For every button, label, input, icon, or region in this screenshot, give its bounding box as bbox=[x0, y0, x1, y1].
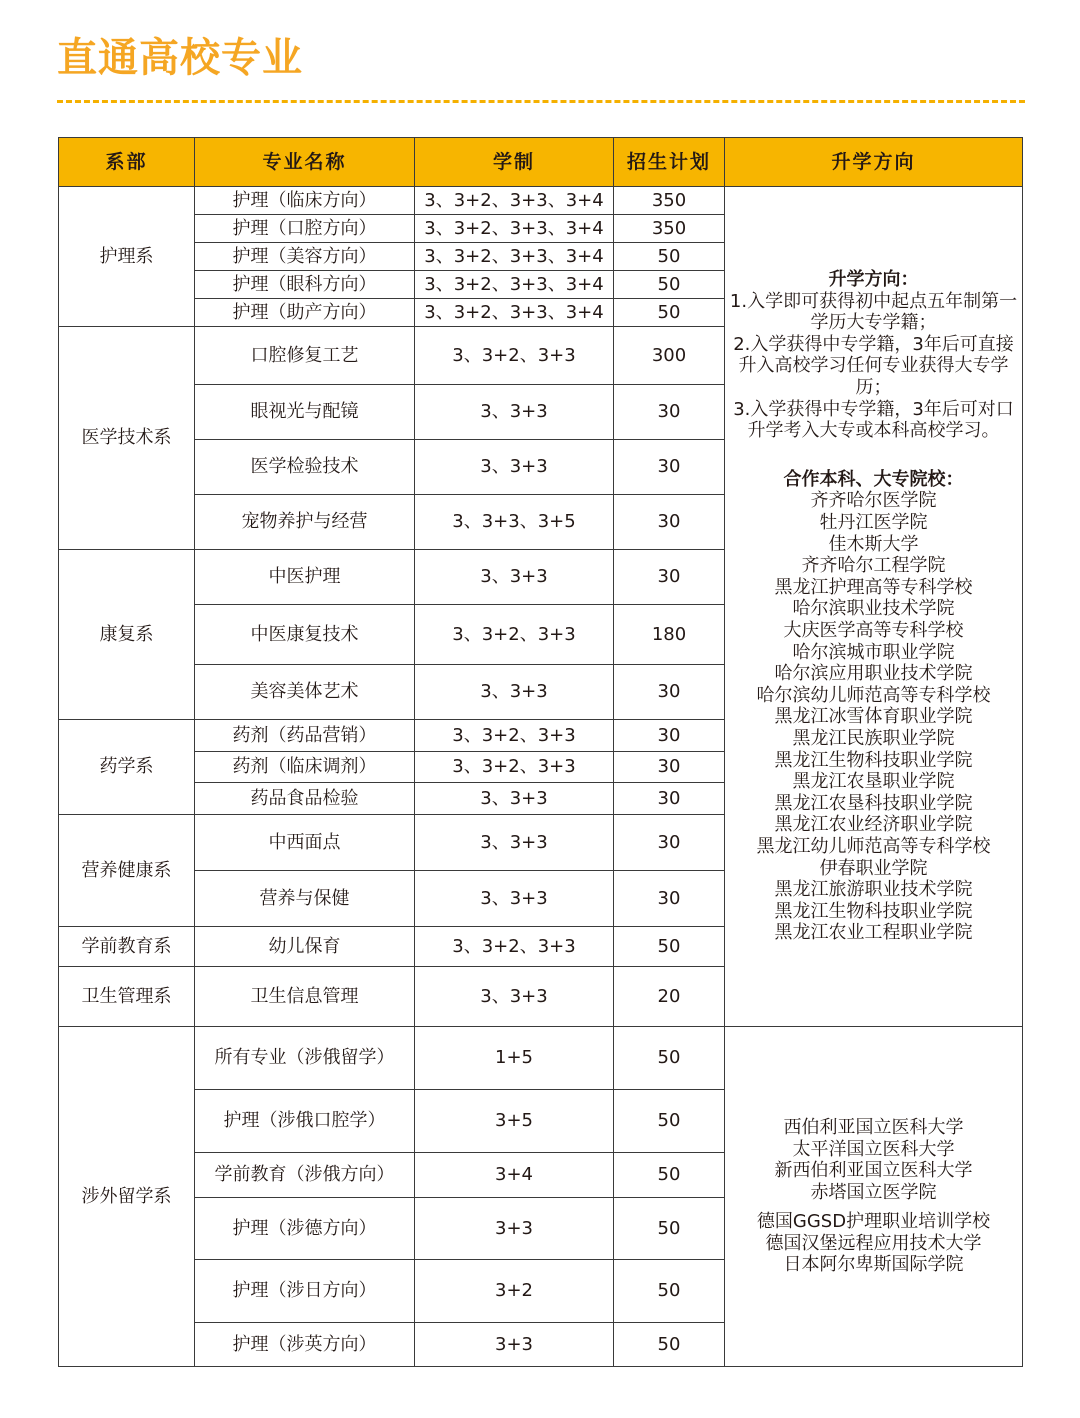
header-direction: 升学方向 bbox=[725, 138, 1023, 187]
abroad-school: 德国汉堡远程应用技术大学 bbox=[765, 1232, 982, 1254]
partner-school: 牡丹江医学院 bbox=[819, 512, 928, 534]
major-cell: 中西面点 bbox=[195, 815, 415, 871]
partner-school: 哈尔滨应用职业技术学院 bbox=[774, 663, 973, 685]
direction-line: 学历大专学籍； bbox=[810, 312, 937, 334]
abroad-school: 太平洋国立医科大学 bbox=[792, 1138, 955, 1160]
partner-school: 黑龙江农业工程职业学院 bbox=[774, 922, 973, 944]
partner-school: 齐齐哈尔工程学院 bbox=[801, 555, 946, 577]
partner-school: 黑龙江生物科技职业学院 bbox=[774, 749, 973, 771]
table-row bbox=[59, 1027, 1023, 1090]
major-cell: 护理（口腔方向） bbox=[195, 215, 415, 243]
system-cell: 3、3+2、3+3 bbox=[415, 605, 614, 665]
header-department: 系部 bbox=[59, 138, 195, 187]
direction-line: 升入高校学习任何专业获得大专学 bbox=[738, 355, 1009, 377]
major-cell: 护理（涉德方向） bbox=[195, 1198, 415, 1260]
major-cell: 幼儿保育 bbox=[195, 927, 415, 967]
major-cell: 医学检验技术 bbox=[195, 440, 415, 495]
direction-heading: 升学方向： bbox=[828, 269, 919, 291]
direction-line: 升学考入大专或本科高校学习。 bbox=[747, 420, 1000, 442]
major-cell: 药品食品检验 bbox=[195, 783, 415, 815]
header-plan: 招生计划 bbox=[614, 138, 725, 187]
partner-school: 哈尔滨城市职业学院 bbox=[792, 641, 955, 663]
system-cell: 3+2 bbox=[415, 1260, 614, 1323]
abroad-school: 新西伯利亚国立医科大学 bbox=[774, 1160, 973, 1182]
system-cell: 3、3+2、3+3、3+4 bbox=[415, 243, 614, 271]
header-major: 专业名称 bbox=[195, 138, 415, 187]
system-cell: 3、3+3 bbox=[415, 665, 614, 720]
plan-cell: 50 bbox=[614, 1198, 725, 1260]
plan-cell: 30 bbox=[614, 440, 725, 495]
plan-cell: 50 bbox=[614, 927, 725, 967]
plan-cell: 30 bbox=[614, 665, 725, 720]
plan-cell: 350 bbox=[614, 215, 725, 243]
major-cell: 学前教育（涉俄方向） bbox=[195, 1153, 415, 1198]
system-cell: 3、3+2、3+3 bbox=[415, 720, 614, 752]
direction-line: 3.入学获得中专学籍，3年后可对口 bbox=[733, 398, 1014, 420]
plan-cell: 180 bbox=[614, 605, 725, 665]
major-cell: 美容美体艺术 bbox=[195, 665, 415, 720]
dept-cell: 药学系 bbox=[59, 720, 195, 815]
major-cell: 药剂（药品营销） bbox=[195, 720, 415, 752]
major-cell: 护理（涉日方向） bbox=[195, 1260, 415, 1323]
major-cell: 口腔修复工艺 bbox=[195, 327, 415, 385]
plan-cell: 50 bbox=[614, 299, 725, 327]
system-cell: 3、3+3 bbox=[415, 783, 614, 815]
plan-cell: 50 bbox=[614, 1323, 725, 1367]
plan-cell: 30 bbox=[614, 550, 725, 605]
partner-school: 佳木斯大学 bbox=[828, 533, 919, 555]
dept-cell: 涉外留学系 bbox=[59, 1027, 195, 1367]
system-cell: 3、3+2、3+3 bbox=[415, 327, 614, 385]
dept-cell: 营养健康系 bbox=[59, 815, 195, 927]
abroad-school: 德国GGSD护理职业培训学校 bbox=[756, 1211, 991, 1233]
page-title: 直通高校专业 bbox=[57, 35, 303, 81]
major-cell: 中医护理 bbox=[195, 550, 415, 605]
abroad-schools-cell bbox=[725, 1027, 1023, 1367]
major-cell: 护理（美容方向） bbox=[195, 243, 415, 271]
plan-cell: 20 bbox=[614, 967, 725, 1027]
partner-school: 黑龙江幼儿师范高等专科学校 bbox=[756, 835, 991, 857]
partner-school: 伊春职业学院 bbox=[819, 857, 928, 879]
system-cell: 3、3+2、3+3 bbox=[415, 752, 614, 783]
major-cell: 营养与保健 bbox=[195, 871, 415, 927]
plan-cell: 30 bbox=[614, 720, 725, 752]
title-divider bbox=[57, 100, 1025, 103]
major-cell: 护理（临床方向） bbox=[195, 187, 415, 215]
system-cell: 3、3+3 bbox=[415, 440, 614, 495]
system-cell: 3、3+2、3+3 bbox=[415, 927, 614, 967]
system-cell: 3、3+3 bbox=[415, 871, 614, 927]
system-cell: 3、3+2、3+3、3+4 bbox=[415, 215, 614, 243]
system-cell: 3+4 bbox=[415, 1153, 614, 1198]
direction-cell bbox=[725, 187, 1023, 1027]
partner-heading: 合作本科、大专院校： bbox=[783, 468, 964, 490]
system-cell: 1+5 bbox=[415, 1027, 614, 1090]
partner-school: 黑龙江旅游职业技术学院 bbox=[774, 879, 973, 901]
partner-school: 黑龙江冰雪体育职业学院 bbox=[774, 706, 973, 728]
partner-school: 大庆医学高等专科学校 bbox=[783, 620, 964, 641]
major-cell: 卫生信息管理 bbox=[195, 967, 415, 1027]
major-cell: 中医康复技术 bbox=[195, 605, 415, 665]
plan-cell: 30 bbox=[614, 752, 725, 783]
system-cell: 3、3+3 bbox=[415, 967, 614, 1027]
major-cell: 护理（助产方向） bbox=[195, 299, 415, 327]
partner-school: 黑龙江民族职业学院 bbox=[792, 727, 955, 749]
partner-school: 黑龙江农业经济职业学院 bbox=[774, 814, 973, 836]
system-cell: 3、3+3 bbox=[415, 385, 614, 440]
abroad-school: 西伯利亚国立医科大学 bbox=[783, 1116, 964, 1138]
direction-line: 历； bbox=[855, 377, 892, 399]
plan-cell: 50 bbox=[614, 1027, 725, 1090]
abroad-school: 日本阿尔卑斯国际学院 bbox=[783, 1254, 964, 1276]
partner-school: 黑龙江农垦科技职业学院 bbox=[774, 792, 973, 814]
header-system: 学制 bbox=[415, 138, 614, 187]
partner-school: 黑龙江护理高等专科学校 bbox=[774, 576, 973, 598]
plan-cell: 30 bbox=[614, 871, 725, 927]
plan-cell: 350 bbox=[614, 187, 725, 215]
plan-cell: 30 bbox=[614, 783, 725, 815]
major-cell: 所有专业（涉俄留学） bbox=[195, 1027, 415, 1090]
plan-cell: 50 bbox=[614, 1090, 725, 1153]
partner-school: 哈尔滨职业技术学院 bbox=[792, 598, 955, 620]
abroad-school: 赤塔国立医学院 bbox=[810, 1181, 937, 1203]
plan-cell: 50 bbox=[614, 1153, 725, 1198]
dept-cell: 康复系 bbox=[59, 550, 195, 720]
major-cell: 护理（涉俄口腔学） bbox=[195, 1090, 415, 1153]
table-header-row bbox=[59, 138, 1023, 187]
plan-cell: 30 bbox=[614, 495, 725, 550]
plan-cell: 30 bbox=[614, 815, 725, 871]
dept-cell: 卫生管理系 bbox=[59, 967, 195, 1027]
system-cell: 3+5 bbox=[415, 1090, 614, 1153]
plan-cell: 30 bbox=[614, 385, 725, 440]
plan-cell: 50 bbox=[614, 1260, 725, 1323]
partner-school: 黑龙江生物科技职业学院 bbox=[774, 900, 973, 922]
system-cell: 3、3+3、3+5 bbox=[415, 495, 614, 550]
majors-table bbox=[58, 137, 1023, 1367]
plan-cell: 50 bbox=[614, 243, 725, 271]
dept-cell: 医学技术系 bbox=[59, 327, 195, 550]
major-cell: 护理（眼科方向） bbox=[195, 271, 415, 299]
plan-cell: 50 bbox=[614, 271, 725, 299]
partner-school: 黑龙江农垦职业学院 bbox=[792, 771, 955, 793]
system-cell: 3、3+2、3+3、3+4 bbox=[415, 299, 614, 327]
major-cell: 护理（涉英方向） bbox=[195, 1323, 415, 1367]
system-cell: 3、3+3 bbox=[415, 815, 614, 871]
major-cell: 药剂（临床调剂） bbox=[195, 752, 415, 783]
plan-cell: 300 bbox=[614, 327, 725, 385]
table-row bbox=[59, 187, 1023, 215]
partner-school: 齐齐哈尔医学院 bbox=[810, 490, 937, 512]
dept-cell: 学前教育系 bbox=[59, 927, 195, 967]
system-cell: 3、3+2、3+3、3+4 bbox=[415, 271, 614, 299]
direction-line: 2.入学获得中专学籍，3年后可直接 bbox=[733, 333, 1014, 355]
system-cell: 3+3 bbox=[415, 1323, 614, 1367]
system-cell: 3、3+3 bbox=[415, 550, 614, 605]
system-cell: 3、3+2、3+3、3+4 bbox=[415, 187, 614, 215]
direction-line: 1.入学即可获得初中起点五年制第一 bbox=[729, 290, 1018, 312]
system-cell: 3+3 bbox=[415, 1198, 614, 1260]
major-cell: 眼视光与配镜 bbox=[195, 385, 415, 440]
partner-school: 哈尔滨幼儿师范高等专科学校 bbox=[756, 684, 991, 706]
major-cell: 宠物养护与经营 bbox=[195, 495, 415, 550]
dept-cell: 护理系 bbox=[59, 187, 195, 327]
